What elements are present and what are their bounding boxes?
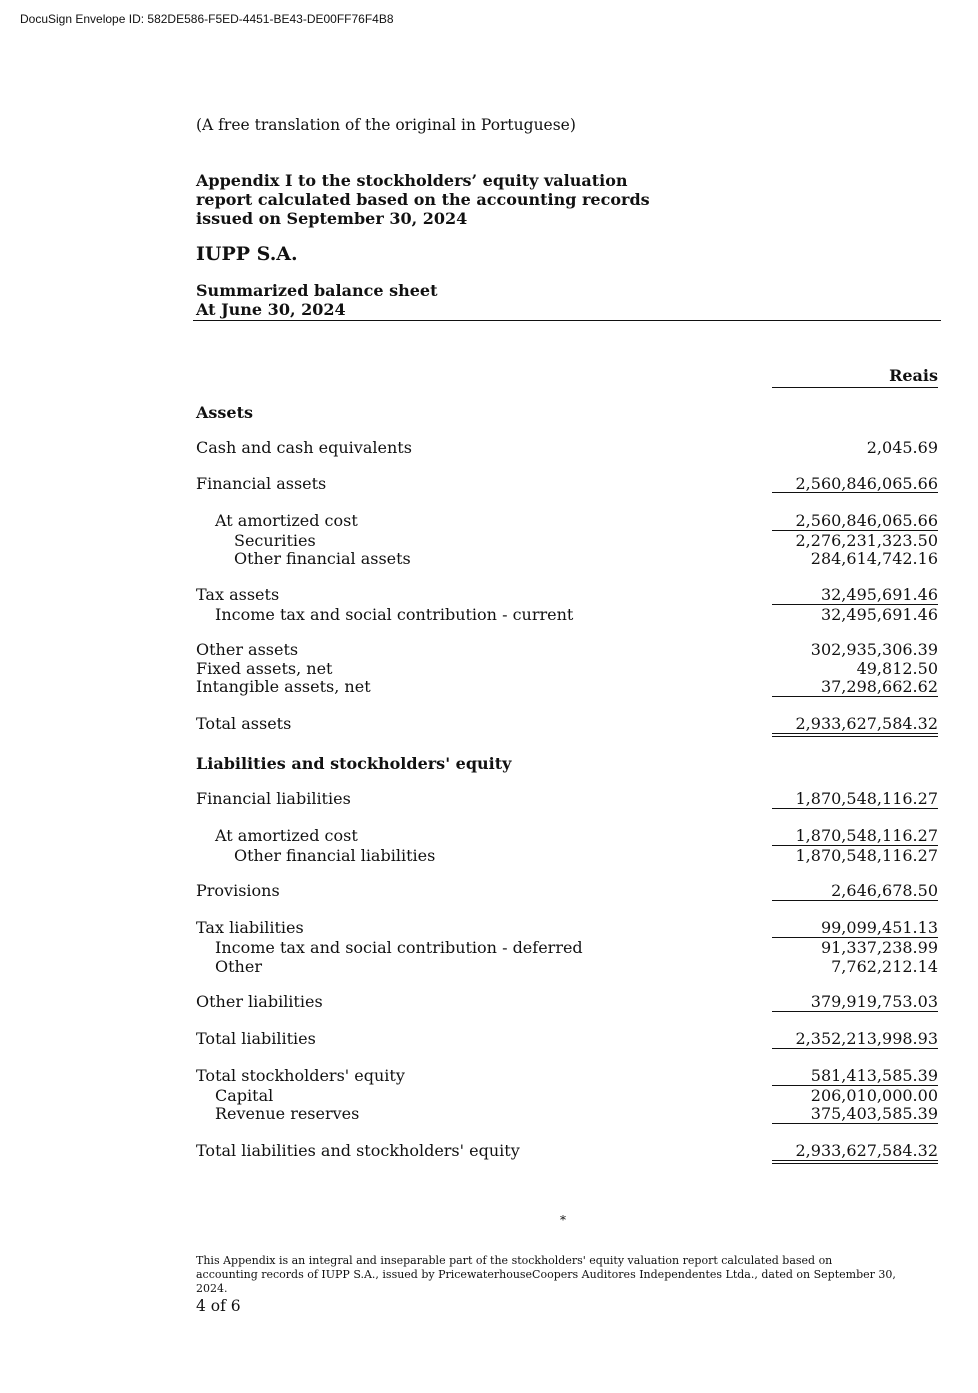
rule: [772, 736, 938, 737]
rule: [772, 733, 938, 734]
row-value-securities: 2,276,231,323.50: [795, 531, 938, 550]
row-label-fixed-assets: Fixed assets, net: [196, 659, 333, 678]
row-value-total-liabilities: 2,352,213,998.93: [795, 1029, 938, 1048]
rule: [772, 1011, 938, 1012]
row-label-revenue-reserves: Revenue reserves: [215, 1104, 360, 1123]
row-value-other: 7,762,212.14: [831, 957, 938, 976]
row-value-financial-assets: 2,560,846,065.66: [795, 474, 938, 493]
page-number: 4 of 6: [196, 1297, 241, 1315]
liabilities-heading: Liabilities and stockholders' equity: [196, 754, 512, 773]
row-value-tax-assets: 32,495,691.46: [820, 585, 938, 604]
sheet-title-text: Summarized balance sheet: [196, 281, 438, 300]
row-label-income-tax-deferred: Income tax and social contribution - deferred: [215, 938, 583, 957]
row-value-other-financial-liabilities: 1,870,548,116.27: [795, 846, 938, 865]
row-value-revenue-reserves: 375,403,585.39: [810, 1104, 938, 1123]
row-value-income-tax-current: 32,495,691.46: [820, 605, 938, 624]
row-value-other-assets: 302,935,306.39: [810, 640, 938, 659]
row-label-intangible-assets: Intangible assets, net: [196, 677, 371, 696]
rule: [772, 1163, 938, 1164]
title-divider: [193, 320, 941, 321]
rule: [772, 1160, 938, 1161]
row-label-financial-assets: Financial assets: [196, 474, 327, 493]
row-value-income-tax-deferred: 91,337,238.99: [820, 938, 938, 957]
row-label-total-liabilities: Total liabilities: [196, 1029, 316, 1048]
row-label-liab-amortized-cost: At amortized cost: [215, 826, 358, 845]
envelope-id: DocuSign Envelope ID: 582DE586-F5ED-4451-BE43-DE00FF76F4B8: [20, 12, 394, 26]
row-value-other-liabilities: 379,919,753.03: [810, 992, 938, 1011]
row-value-financial-liabilities: 1,870,548,116.27: [795, 789, 938, 808]
footer-mark: *: [560, 1213, 566, 1227]
row-label-other-liabilities: Other liabilities: [196, 992, 323, 1011]
row-label-capital: Capital: [215, 1086, 274, 1105]
translation-note: (A free translation of the original in Portuguese): [196, 116, 576, 134]
row-label-other: Other: [215, 957, 262, 976]
row-value-other-financial-assets: 284,614,742.16: [810, 549, 938, 568]
row-value-tax-liabilities: 99,099,451.13: [820, 918, 938, 937]
company-name: IUPP S.A.: [196, 243, 298, 265]
rule: [772, 696, 938, 697]
row-value-intangible-assets: 37,298,662.62: [820, 677, 938, 696]
sheet-title: [196, 281, 437, 319]
row-value-provisions: 2,646,678.50: [831, 881, 938, 900]
row-label-total-liabilities-equity: Total liabilities and stockholders' equity: [196, 1141, 520, 1160]
appendix-title: Appendix I to the stockholders’ equity valuation report calculated based on the accounting records issued on September 30, 2024: [196, 171, 650, 228]
row-label-total-assets: Total assets: [196, 714, 292, 733]
row-label-other-financial-assets: Other financial assets: [234, 549, 411, 568]
row-value-total-assets: 2,933,627,584.32: [795, 714, 938, 733]
row-label-amortized-cost: At amortized cost: [215, 511, 358, 530]
row-label-financial-liabilities: Financial liabilities: [196, 789, 351, 808]
row-label-other-assets: Other assets: [196, 640, 299, 659]
row-label-tax-liabilities: Tax liabilities: [196, 918, 304, 937]
row-label-total-equity: Total stockholders' equity: [196, 1066, 405, 1085]
rule: [772, 900, 938, 901]
row-label-other-financial-liabilities: Other financial liabilities: [234, 846, 436, 865]
row-label-securities: Securities: [234, 531, 316, 550]
row-label-income-tax-current: Income tax and social contribution - current: [215, 605, 574, 624]
row-label-tax-assets: Tax assets: [196, 585, 280, 604]
row-value-total-equity: 581,413,585.39: [810, 1066, 938, 1085]
row-value-capital: 206,010,000.00: [810, 1086, 938, 1105]
rule: [772, 808, 938, 809]
rule: [772, 1123, 938, 1124]
row-value-amortized-cost: 2,560,846,065.66: [795, 511, 938, 530]
currency-unit: Reais: [772, 366, 938, 388]
assets-heading: Assets: [196, 403, 254, 422]
row-value-cash: 2,045.69: [866, 438, 938, 457]
row-label-provisions: Provisions: [196, 881, 280, 900]
row-value-total-liabilities-equity: 2,933,627,584.32: [795, 1141, 938, 1160]
row-label-cash: Cash and cash equivalents: [196, 438, 412, 457]
footnote: This Appendix is an integral and inseparable part of the stockholders' equity valuation report calculated based on accounting records of IUPP S.A., issued by PricewaterhouseCoopers Auditores Independentes Ltda., dated on September 30, 2024.: [196, 1254, 896, 1295]
row-value-liab-amortized-cost: 1,870,548,116.27: [795, 826, 938, 845]
rule: [772, 1048, 938, 1049]
row-value-fixed-assets: 49,812.50: [856, 659, 938, 678]
sheet-date: At June 30, 2024: [196, 300, 346, 319]
